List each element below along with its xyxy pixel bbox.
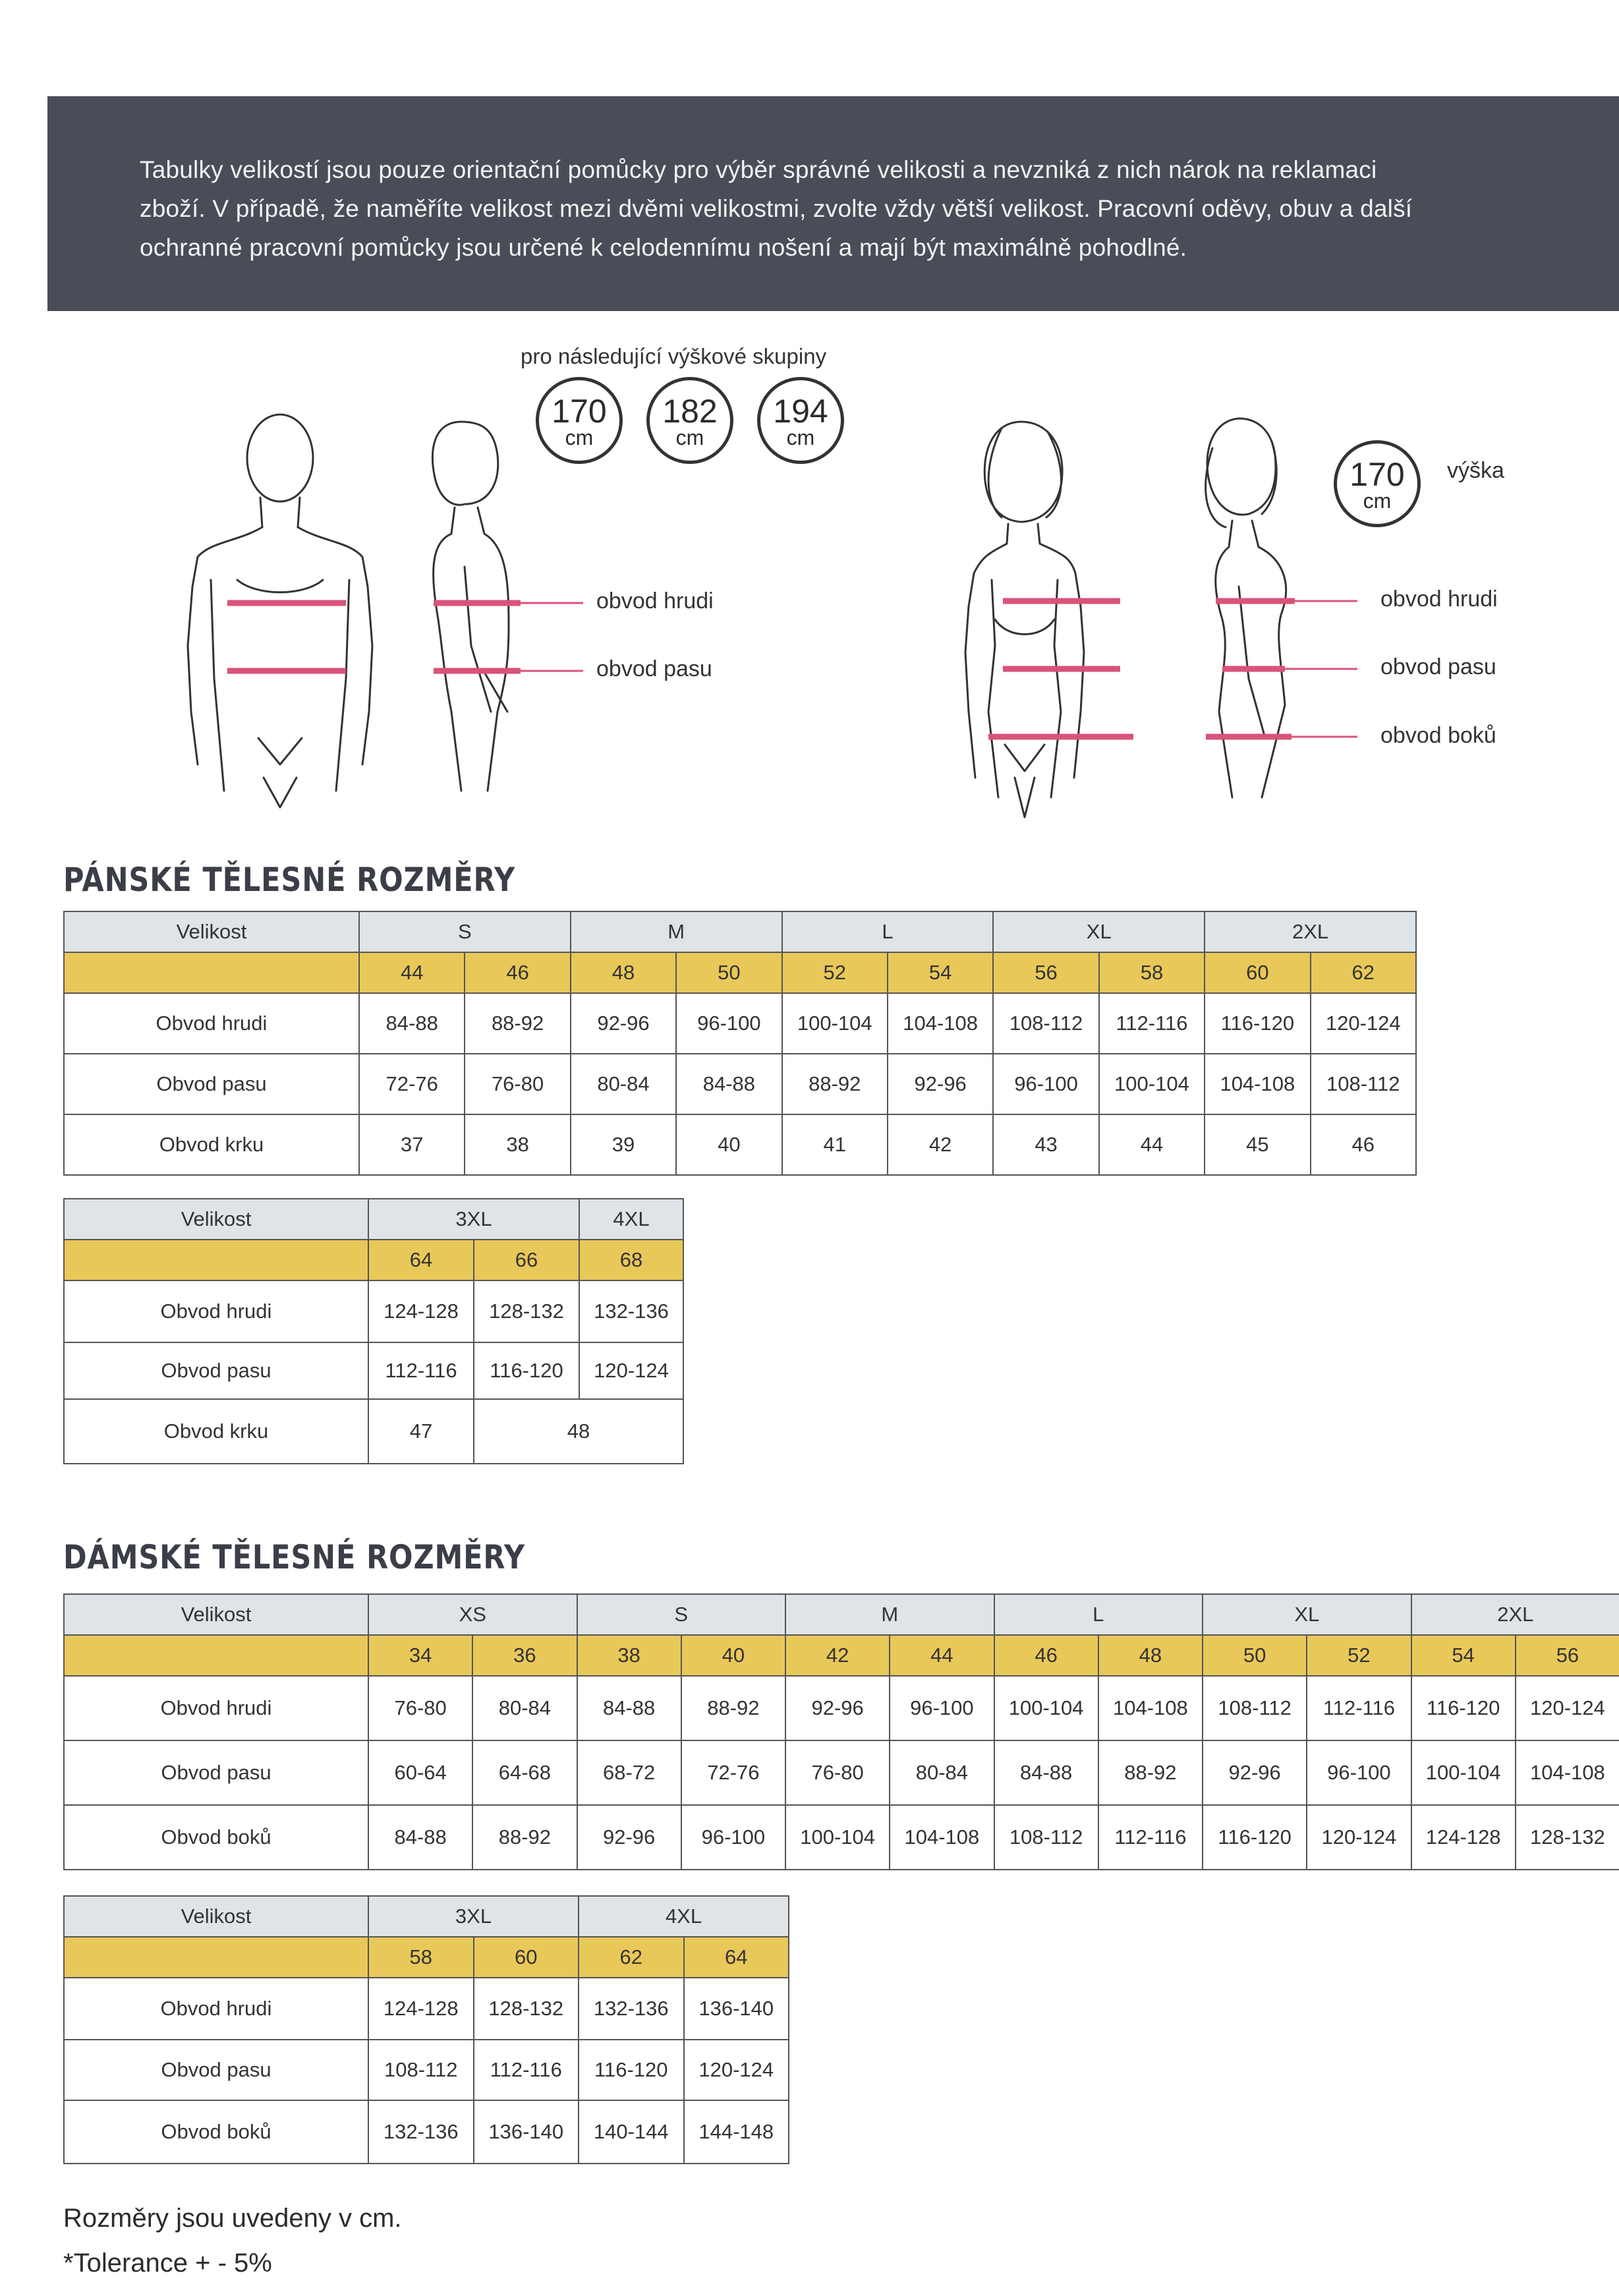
size-number: 58 xyxy=(368,1937,474,1978)
table-cell: 144-148 xyxy=(684,2100,789,2164)
table-cell: 128-132 xyxy=(474,1978,579,2040)
table-cell: 39 xyxy=(571,1114,676,1175)
table-cell: 100-104 xyxy=(785,1805,890,1870)
size-number: 52 xyxy=(782,952,888,993)
table-cell: 96-100 xyxy=(890,1676,994,1740)
units-note: Rozměry jsou uvedeny v cm. xyxy=(63,2204,402,2233)
table-cell: 128-132 xyxy=(1516,1805,1619,1870)
disclaimer-line: zboží. V případě, že naměříte velikost mezi dvěmi velikostmi, zvolte vždy větší velikost. Pracovní oděvy, obuv a další xyxy=(140,195,1413,222)
table-cell: 136-140 xyxy=(684,1978,789,2040)
table-cell: 116-120 xyxy=(1205,993,1310,1054)
tolerance-note: *Tolerance + - 5% xyxy=(63,2249,272,2278)
size-number: 64 xyxy=(684,1937,789,1978)
table-cell: 88-92 xyxy=(472,1805,577,1870)
table-row xyxy=(64,1676,1619,1740)
size-number: 64 xyxy=(368,1240,474,1280)
female-height-badge: 170 cm xyxy=(1334,440,1421,527)
size-group: S xyxy=(359,911,571,952)
female-waist-label: obvod pasu xyxy=(1380,654,1496,679)
female-side-figure xyxy=(1206,418,1286,797)
table-cell: 100-104 xyxy=(994,1676,1098,1740)
table-cell: 124-128 xyxy=(368,1978,474,2040)
table-row xyxy=(64,993,1416,1054)
table-cell: 46 xyxy=(1311,1114,1416,1175)
table-cell: 112-116 xyxy=(1099,993,1205,1054)
table-cell: 124-128 xyxy=(1411,1805,1516,1870)
table-cell: 88-92 xyxy=(1098,1740,1203,1805)
row-label: Obvod hrudi xyxy=(64,1280,368,1342)
table-cell: 136-140 xyxy=(474,2100,579,2164)
table-head: Velikost xyxy=(64,1896,368,1937)
table-cell: 96-100 xyxy=(676,993,781,1054)
female-chest-label: obvod hrudi xyxy=(1380,587,1498,612)
table-row xyxy=(64,1114,1416,1175)
size-group: XS xyxy=(368,1594,577,1635)
empty-cell xyxy=(64,952,359,993)
table-cell: 108-112 xyxy=(1203,1676,1307,1740)
size-number: 52 xyxy=(1307,1635,1411,1676)
table-row xyxy=(64,1978,789,2040)
size-group: M xyxy=(571,911,782,952)
table-cell: 47 xyxy=(368,1399,474,1464)
size-number: 58 xyxy=(1099,952,1205,993)
table-cell: 112-116 xyxy=(368,1342,474,1399)
size-number: 34 xyxy=(368,1635,472,1676)
row-label: Obvod hrudi xyxy=(64,1978,368,2040)
table-cell: 120-124 xyxy=(1516,1676,1619,1740)
women-size-table xyxy=(63,1593,1619,1870)
table-cell: 68-72 xyxy=(577,1740,681,1805)
table-cell: 88-92 xyxy=(681,1676,785,1740)
row-label: Obvod pasu xyxy=(64,1054,359,1114)
size-group: 2XL xyxy=(1411,1594,1619,1635)
height-badge-182: 182 cm xyxy=(646,377,733,464)
table-head: Velikost xyxy=(64,911,359,952)
height-label: výška xyxy=(1447,458,1504,483)
table-cell: 96-100 xyxy=(1307,1740,1411,1805)
table-cell: 84-88 xyxy=(994,1740,1098,1805)
row-label: Obvod krku xyxy=(64,1399,368,1464)
table-cell: 108-112 xyxy=(994,1805,1098,1870)
table-cell: 92-96 xyxy=(1203,1740,1307,1805)
size-number: 54 xyxy=(888,952,993,993)
table-row xyxy=(64,1280,683,1342)
table-row xyxy=(64,1399,683,1464)
measurement-lines xyxy=(227,601,1295,737)
row-label: Obvod boků xyxy=(64,1805,368,1870)
table-cell: 76-80 xyxy=(465,1054,570,1114)
disclaimer-line: ochranné pracovní pomůcky jsou určené k celodennímu nošení a mají být maximálně pohodlné. xyxy=(140,234,1187,261)
table-cell: 76-80 xyxy=(368,1676,472,1740)
table-cell: 128-132 xyxy=(474,1280,579,1342)
table-cell: 92-96 xyxy=(785,1676,890,1740)
size-group: 4XL xyxy=(579,1199,683,1240)
row-label: Obvod hrudi xyxy=(64,1676,368,1740)
size-group: L xyxy=(782,911,994,952)
size-number: 42 xyxy=(785,1635,890,1676)
size-group: 3XL xyxy=(368,1896,579,1937)
size-group: XL xyxy=(1203,1594,1411,1635)
size-number: 68 xyxy=(579,1240,683,1280)
table-row xyxy=(64,1740,1619,1805)
height-badge-194: 194 cm xyxy=(757,377,844,464)
table-cell: 116-120 xyxy=(1203,1805,1307,1870)
size-group: 4XL xyxy=(579,1896,789,1937)
men-size-table xyxy=(63,911,1417,1176)
size-number: 46 xyxy=(465,952,570,993)
table-head: Velikost xyxy=(64,1594,368,1635)
table-cell: 96-100 xyxy=(681,1805,785,1870)
table-cell: 42 xyxy=(888,1114,993,1175)
table-cell: 108-112 xyxy=(993,993,1098,1054)
row-label: Obvod krku xyxy=(64,1114,359,1175)
table-cell: 100-104 xyxy=(782,993,888,1054)
table-cell: 124-128 xyxy=(368,1280,474,1342)
table-cell: 37 xyxy=(359,1114,465,1175)
table-cell: 116-120 xyxy=(1411,1676,1516,1740)
men-size-table-extended xyxy=(63,1198,684,1464)
size-number: 62 xyxy=(579,1937,684,1978)
table-row xyxy=(64,1805,1619,1870)
table-cell: 92-96 xyxy=(888,1054,993,1114)
table-cell: 40 xyxy=(676,1114,781,1175)
table-cell: 104-108 xyxy=(1098,1676,1203,1740)
disclaimer-line: Tabulky velikostí jsou pouze orientační pomůcky pro výběr správné velikosti a nevzniká z nich nárok na reklamaci xyxy=(140,156,1377,183)
table-cell: 96-100 xyxy=(993,1054,1098,1114)
table-row xyxy=(64,2040,789,2100)
table-cell: 132-136 xyxy=(579,1280,683,1342)
male-waist-label: obvod pasu xyxy=(596,656,712,681)
row-label: Obvod pasu xyxy=(64,2040,368,2100)
table-cell: 38 xyxy=(465,1114,570,1175)
table-cell: 120-124 xyxy=(684,2040,789,2100)
height-groups-caption: pro následující výškové skupiny xyxy=(521,344,827,368)
size-group: S xyxy=(577,1594,786,1635)
table-cell: 88-92 xyxy=(782,1054,888,1114)
table-cell: 132-136 xyxy=(368,2100,474,2164)
table-cell: 88-92 xyxy=(465,993,570,1054)
table-cell: 76-80 xyxy=(785,1740,890,1805)
table-cell: 41 xyxy=(782,1114,888,1175)
table-row xyxy=(64,1342,683,1399)
size-number: 48 xyxy=(1098,1635,1203,1676)
table-cell: 80-84 xyxy=(571,1054,676,1114)
women-section-title: DÁMSKÉ TĚLESNÉ ROZMĚRY xyxy=(63,1538,526,1576)
table-cell: 120-124 xyxy=(1307,1805,1411,1870)
size-number: 54 xyxy=(1411,1635,1516,1676)
table-cell: 104-108 xyxy=(1516,1740,1619,1805)
size-group: 3XL xyxy=(368,1199,579,1240)
table-cell: 132-136 xyxy=(579,1978,684,2040)
row-label: Obvod boků xyxy=(64,2100,368,2164)
table-cell: 44 xyxy=(1099,1114,1205,1175)
table-cell: 100-104 xyxy=(1099,1054,1205,1114)
row-label: Obvod pasu xyxy=(64,1342,368,1399)
table-cell: 104-108 xyxy=(888,993,993,1054)
size-number: 36 xyxy=(472,1635,577,1676)
row-label: Obvod pasu xyxy=(64,1740,368,1805)
table-cell: 108-112 xyxy=(368,2040,474,2100)
size-number: 50 xyxy=(676,952,781,993)
male-front-figure xyxy=(188,415,372,807)
size-group: M xyxy=(785,1594,994,1635)
size-number: 56 xyxy=(1516,1635,1619,1676)
table-cell: 112-116 xyxy=(1307,1676,1411,1740)
table-cell: 64-68 xyxy=(472,1740,577,1805)
body-measurement-illustration xyxy=(0,369,1619,830)
table-cell: 112-116 xyxy=(1098,1805,1203,1870)
male-chest-label: obvod hrudi xyxy=(596,588,714,614)
empty-cell xyxy=(64,1635,368,1676)
table-cell: 116-120 xyxy=(474,1342,579,1399)
table-cell: 120-124 xyxy=(579,1342,683,1399)
female-hips-label: obvod boků xyxy=(1380,723,1496,748)
women-size-table-extended xyxy=(63,1895,789,2164)
size-number: 48 xyxy=(571,952,676,993)
table-cell: 72-76 xyxy=(681,1740,785,1805)
size-number: 46 xyxy=(994,1635,1098,1676)
table-cell: 45 xyxy=(1205,1114,1310,1175)
table-cell: 48 xyxy=(474,1399,683,1464)
table-cell: 112-116 xyxy=(474,2040,579,2100)
table-cell: 92-96 xyxy=(571,993,676,1054)
table-cell: 108-112 xyxy=(1311,1054,1416,1114)
size-number: 40 xyxy=(681,1635,785,1676)
table-cell: 80-84 xyxy=(890,1740,994,1805)
size-number: 62 xyxy=(1311,952,1416,993)
disclaimer-banner xyxy=(47,96,1619,311)
female-front-figure xyxy=(965,422,1084,817)
size-number: 44 xyxy=(890,1635,994,1676)
table-cell: 84-88 xyxy=(359,993,465,1054)
empty-cell xyxy=(64,1240,368,1280)
table-cell: 116-120 xyxy=(579,2040,684,2100)
size-group: L xyxy=(994,1594,1203,1635)
table-cell: 104-108 xyxy=(890,1805,994,1870)
table-cell: 43 xyxy=(993,1114,1098,1175)
table-cell: 80-84 xyxy=(472,1676,577,1740)
table-head: Velikost xyxy=(64,1199,368,1240)
size-number: 66 xyxy=(474,1240,579,1280)
table-cell: 84-88 xyxy=(577,1676,681,1740)
size-number: 50 xyxy=(1203,1635,1307,1676)
table-cell: 92-96 xyxy=(577,1805,681,1870)
size-number: 56 xyxy=(993,952,1098,993)
size-number: 44 xyxy=(359,952,465,993)
empty-cell xyxy=(64,1937,368,1978)
size-number: 38 xyxy=(577,1635,681,1676)
table-cell: 84-88 xyxy=(676,1054,781,1114)
table-cell: 140-144 xyxy=(579,2100,684,2164)
men-section-title: PÁNSKÉ TĚLESNÉ ROZMĚRY xyxy=(63,861,516,899)
table-row xyxy=(64,1054,1416,1114)
table-cell: 120-124 xyxy=(1311,993,1416,1054)
table-cell: 60-64 xyxy=(368,1740,472,1805)
size-number: 60 xyxy=(1205,952,1310,993)
table-cell: 100-104 xyxy=(1411,1740,1516,1805)
size-number: 60 xyxy=(474,1937,579,1978)
table-cell: 84-88 xyxy=(368,1805,472,1870)
table-cell: 104-108 xyxy=(1205,1054,1310,1114)
male-side-figure xyxy=(432,422,509,791)
size-group: 2XL xyxy=(1205,911,1416,952)
size-group: XL xyxy=(993,911,1205,952)
table-cell: 72-76 xyxy=(359,1054,465,1114)
row-label: Obvod hrudi xyxy=(64,993,359,1054)
table-row xyxy=(64,2100,789,2164)
height-badge-170: 170 cm xyxy=(536,377,623,464)
